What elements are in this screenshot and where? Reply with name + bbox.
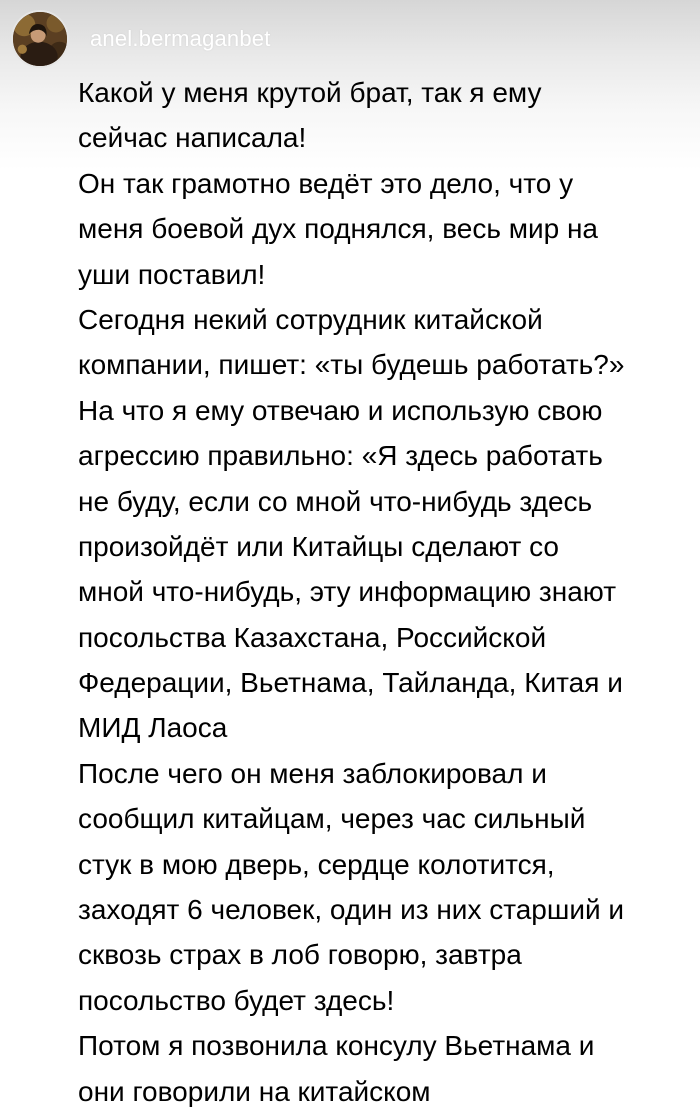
text-line: После чего он меня заблокировал и <box>78 757 547 789</box>
text-line: Он так грамотно ведёт это дело, что у <box>78 167 574 199</box>
avatar-photo-icon <box>13 12 67 66</box>
text-line: меня боевой дух поднялся, весь мир на <box>78 213 598 245</box>
text-line: На что я ему отвечаю и использую свою <box>78 394 603 426</box>
text-line: сквозь страх в лоб говорю, завтра <box>78 939 522 971</box>
text-line: компании, пишет: «ты будешь работать?» <box>78 349 625 381</box>
text-line: мной что-нибудь, эту информацию знают <box>78 576 617 608</box>
username[interactable]: anel.bermaganbet <box>90 26 271 51</box>
text-line: агрессию правильно: «Я здесь работать <box>78 440 603 472</box>
text-line: посольства Казахстана, Российской <box>78 621 547 653</box>
text-line: сейчас написала! <box>78 122 307 154</box>
text-line: МИД Лаоса <box>78 712 228 744</box>
text-line: посольство будет здесь! <box>78 984 395 1016</box>
text-line: заходят 6 человек, один из них старший и <box>78 894 625 926</box>
text-line: Потом я позвонила консулу Вьетнама и <box>78 1030 595 1062</box>
text-line: они говорили на китайском <box>78 1075 431 1107</box>
text-line: Какой у меня крутой брат, так я ему <box>78 77 542 108</box>
text-line: Федерации, Вьетнама, Тайланда, Китая и <box>78 667 623 699</box>
story-text <box>78 70 678 1114</box>
text-line: уши поставил! <box>78 258 266 290</box>
text-line: Сегодня некий сотрудник китайской <box>78 303 543 335</box>
story-header <box>11 8 271 70</box>
text-line: произойдёт или Китайцы сделают со <box>78 530 559 562</box>
text-line: сообщил китайцам, через час сильный <box>78 803 586 835</box>
text-line: не буду, если со мной что-нибудь здесь <box>78 485 593 517</box>
avatar[interactable] <box>11 10 69 68</box>
text-line: стук в мою дверь, сердце колотится, <box>78 848 555 880</box>
